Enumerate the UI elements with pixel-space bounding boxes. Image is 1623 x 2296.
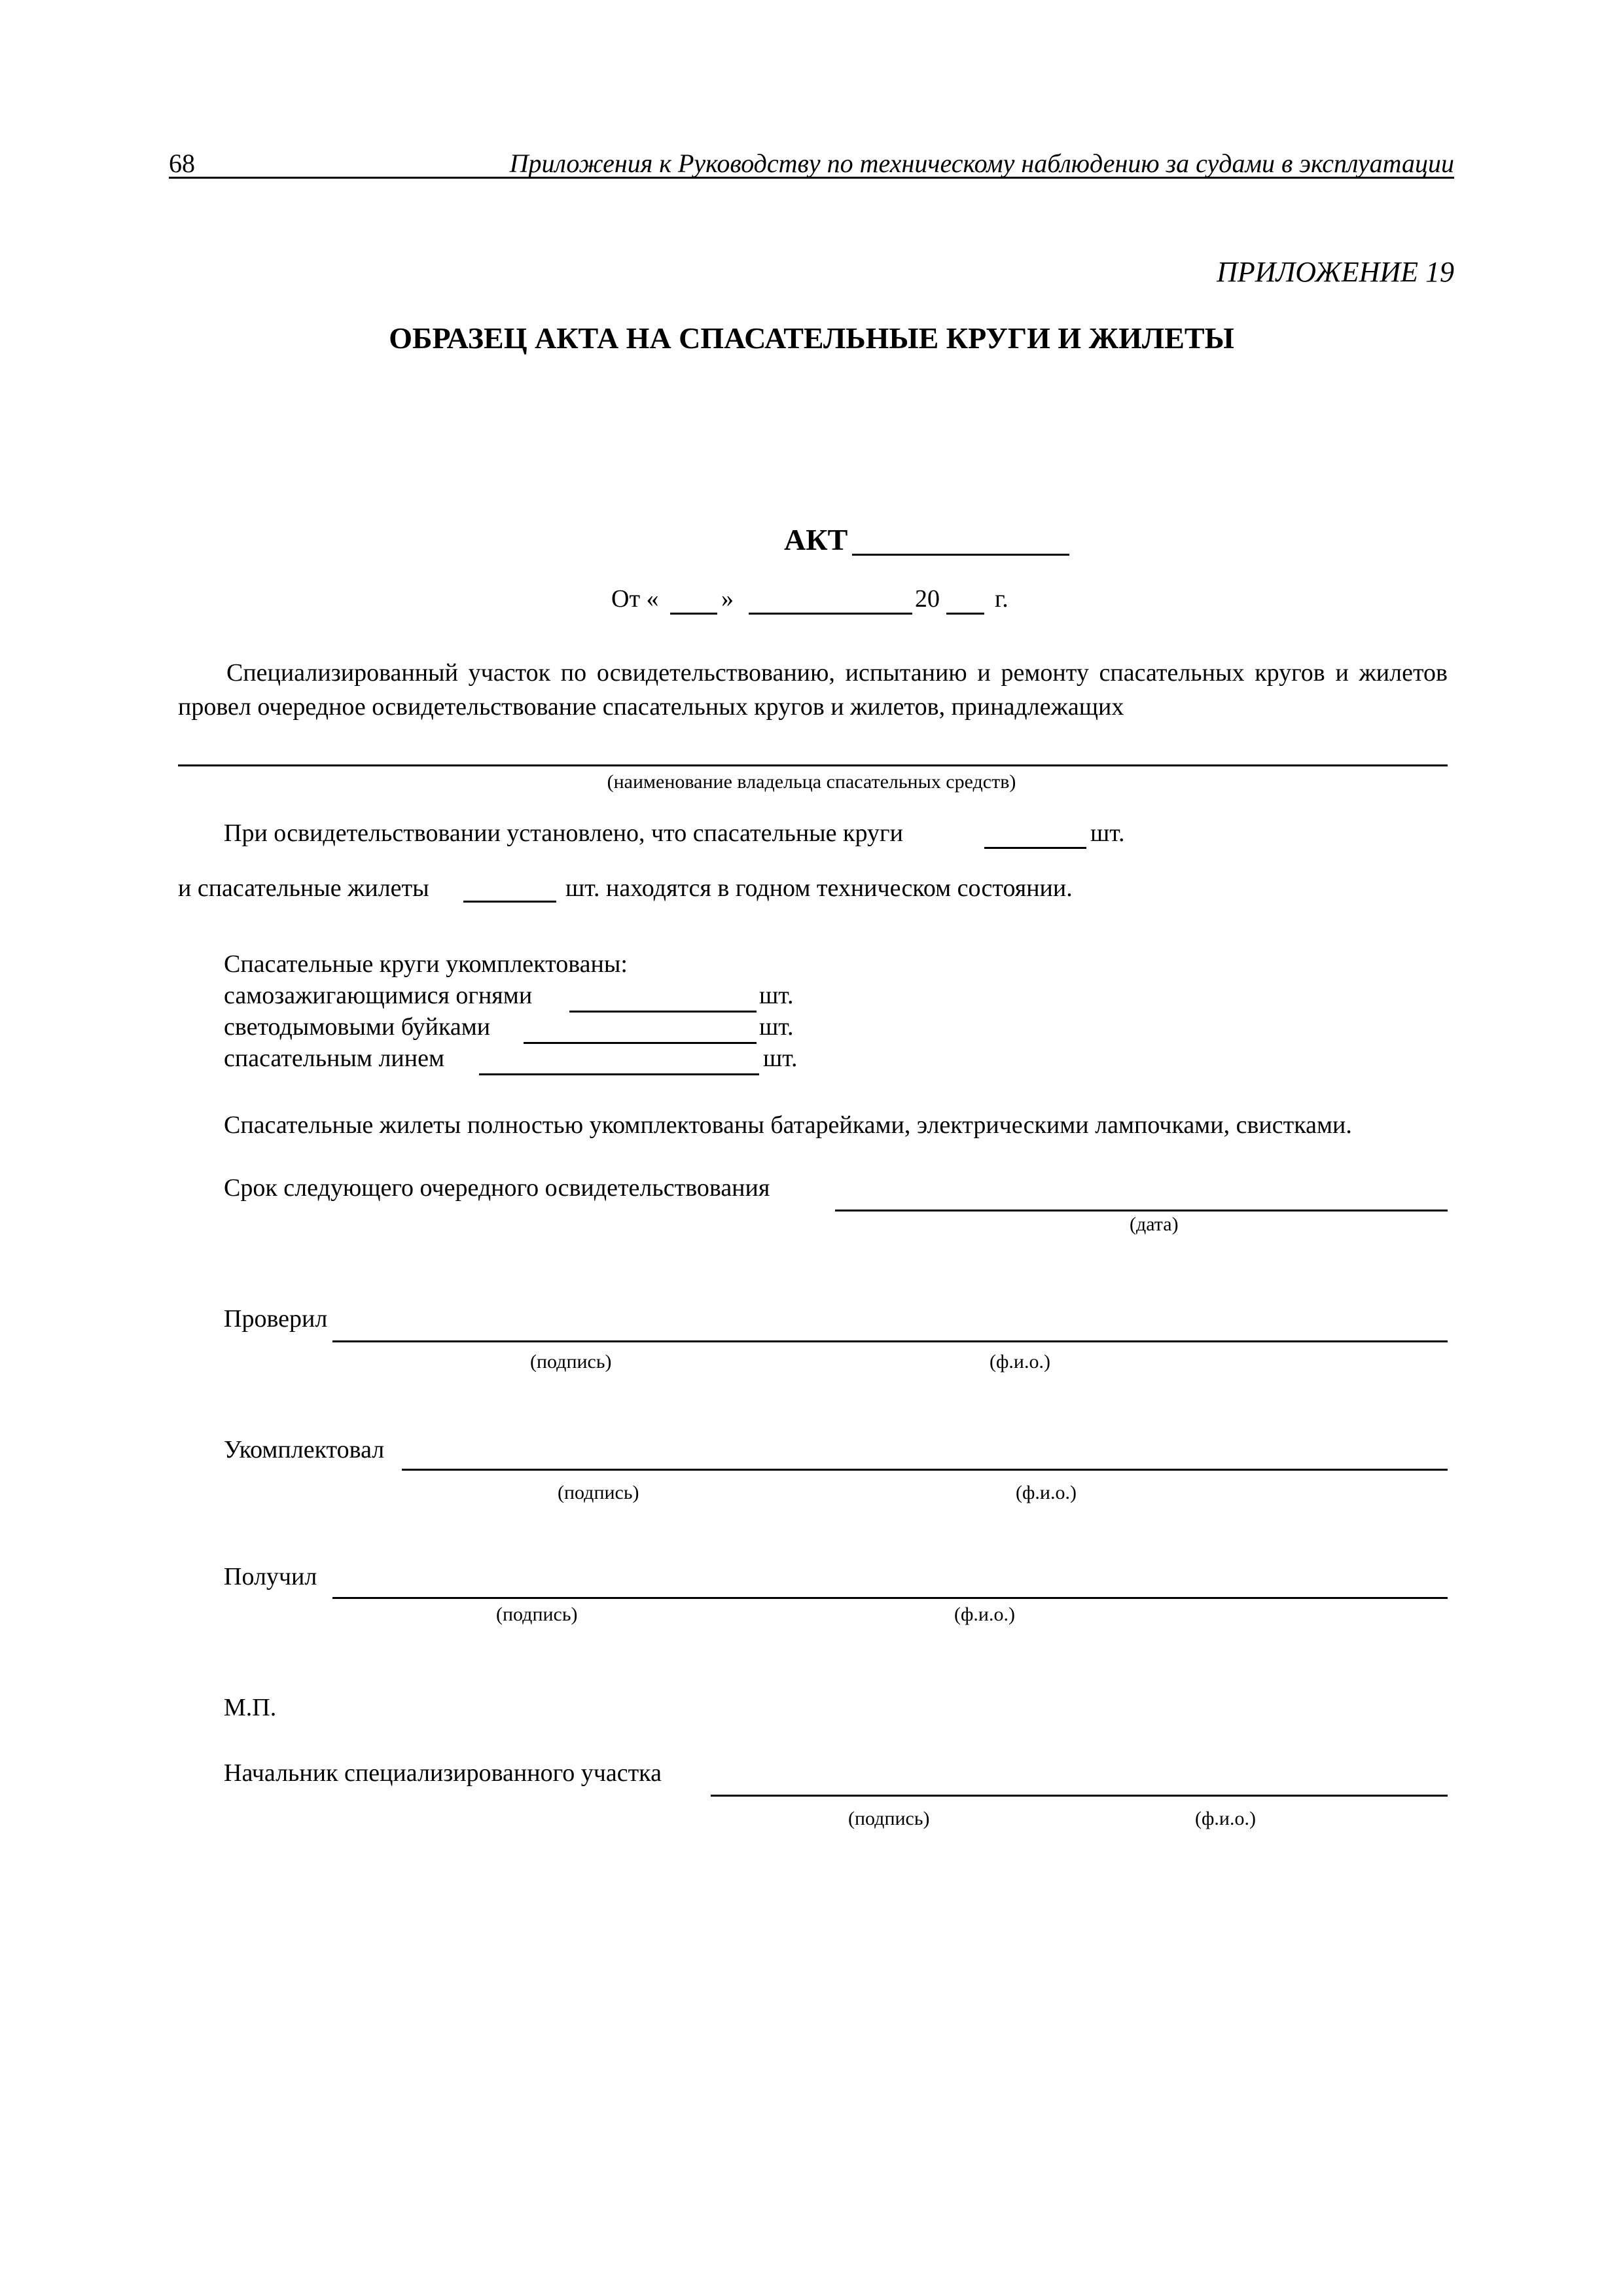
date-year-field[interactable] [946,613,984,615]
signature-caption: (подпись) [558,1482,639,1503]
vests-complete-text: Спасательные жилеты полностью укомплектованы батарейками, электрическими лампочками, свистками. [224,1111,1352,1139]
date-year-suffix: г. [995,585,1008,613]
date-month-field[interactable] [749,613,912,615]
equipment-item-field[interactable] [479,1073,759,1075]
received-by-field[interactable] [332,1597,1448,1599]
act-heading: АКТ [784,523,848,556]
next-inspection-caption: (дата) [1130,1213,1179,1235]
equipment-item-field[interactable] [524,1042,757,1044]
equipment-item-label: спасательным линем [224,1045,445,1072]
owner-caption: (наименование владельца спасательных средств) [607,771,1016,793]
date-from-label: От « [611,585,659,613]
checked-by-label: Проверил [224,1305,328,1333]
date-close-quote: » [721,585,734,613]
signature-caption: (подпись) [530,1351,612,1372]
signature-caption: (подпись) [848,1808,930,1829]
equipment-item-unit: шт. [763,1045,798,1072]
rings-text: При освидетельствовании установлено, что спасательные круги [224,819,903,847]
name-caption: (ф.и.о.) [990,1351,1050,1372]
rings-count-field[interactable] [984,847,1086,849]
date-year-prefix: 20 [915,585,940,613]
date-day-field[interactable] [670,613,717,615]
header-rule [169,177,1454,179]
equipment-item-label: светодымовыми буйками [224,1013,491,1041]
rings-unit: шт. [1090,819,1125,847]
appendix-label: ПРИЛОЖЕНИЕ 19 [1217,256,1454,288]
act-number-field[interactable] [852,554,1069,556]
checked-by-field[interactable] [332,1340,1448,1342]
document-title: ОБРАЗЕЦ АКТА НА СПАСАТЕЛЬНЫЕ КРУГИ И ЖИЛЕТЫ [389,321,1234,355]
intro-paragraph: Специализированный участок по освидетельствованию, испытанию и ремонту спасательных кругов и жилетов провел очередное освидетельствование спасательных кругов и жилетов, принадлежащих [178,659,1448,721]
stamp-place: М.П. [224,1694,277,1721]
page-number: 68 [169,149,195,178]
chief-label: Начальник специализированного участка [224,1759,662,1787]
name-caption: (ф.и.о.) [954,1604,1015,1625]
next-inspection-date-field[interactable] [835,1210,1448,1211]
completed-by-field[interactable] [402,1469,1448,1471]
signature-caption: (подпись) [496,1604,578,1625]
chief-signature-field[interactable] [711,1795,1448,1797]
running-title: Приложения к Руководству по техническому наблюдению за судами в эксплуатации [509,149,1454,178]
equipment-item-unit: шт. [759,1013,794,1041]
vests-text: и спасательные жилеты [178,874,429,902]
completed-by-label: Укомплектовал [224,1436,385,1463]
equipment-heading: Спасательные круги укомплектованы: [224,950,628,978]
name-caption: (ф.и.о.) [1195,1808,1256,1829]
owner-field[interactable] [178,764,1448,766]
name-caption: (ф.и.о.) [1016,1482,1077,1503]
vests-unit-and-status: шт. находятся в годном техническом состоянии. [565,874,1073,902]
vests-count-field[interactable] [463,901,556,903]
next-inspection-label: Срок следующего очередного освидетельствования [224,1174,770,1202]
received-by-label: Получил [224,1563,317,1590]
equipment-item-field[interactable] [569,1011,757,1013]
equipment-item-unit: шт. [759,982,794,1009]
equipment-item-label: самозажигающимися огнями [224,982,533,1009]
